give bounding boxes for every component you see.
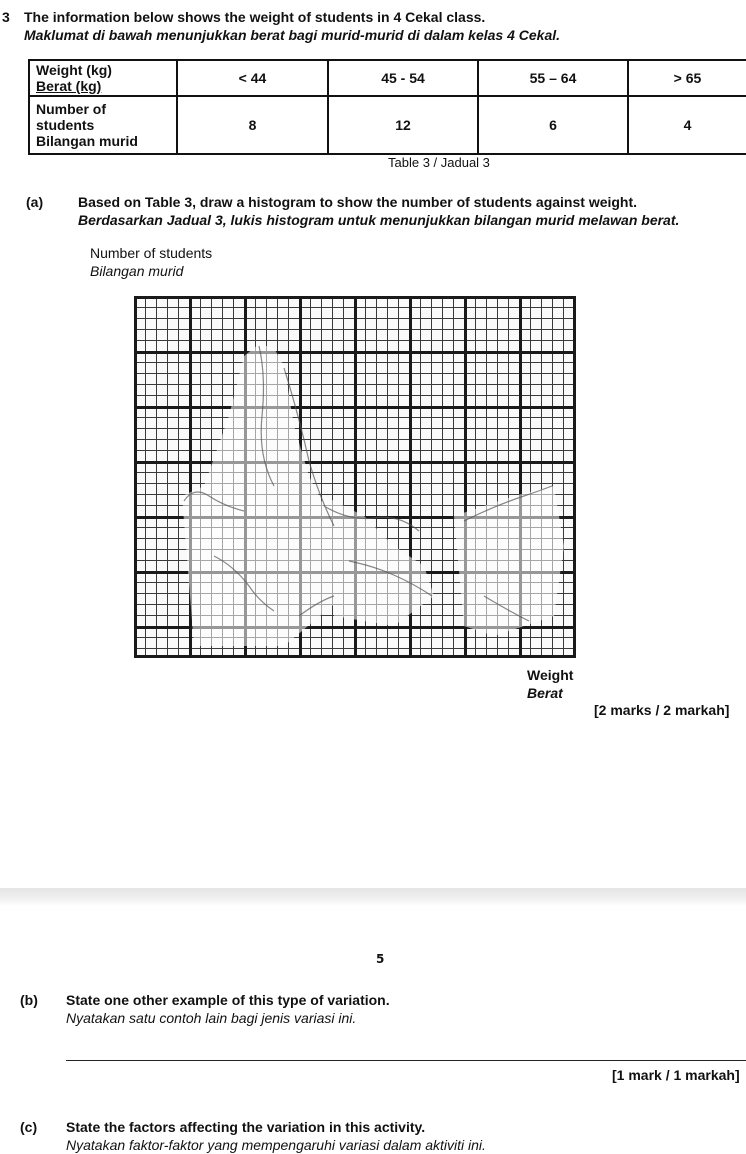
table-header-students-en-2: students [36, 117, 95, 133]
table-cell-category: < 44 [177, 60, 328, 96]
table-row-students [29, 96, 746, 154]
table-header-students-ms: Bilangan murid [36, 133, 138, 149]
part-a-label: (a) [26, 194, 44, 210]
part-a-marks: [2 marks / 2 markah] [594, 702, 730, 718]
part-b-text-ms: Nyatakan satu contoh lain bagi jenis variasi ini. [66, 1010, 357, 1026]
table-header-students [29, 96, 177, 154]
part-b-label: (b) [20, 992, 38, 1008]
erased-histogram-marks [134, 296, 576, 658]
question-intro-ms: Maklumat di bawah menunjukkan berat bagi murid-murid di dalam kelas 4 Cekal. [24, 27, 561, 43]
table-header-weight-en: Weight (kg) [36, 62, 112, 78]
table-cell-category: > 65 [628, 60, 746, 96]
table-cell-count: 8 [177, 96, 328, 154]
page-divider [0, 888, 746, 906]
part-b-text-en: State one other example of this type of variation. [66, 992, 390, 1008]
part-a-text-en: Based on Table 3, draw a histogram to show the number of students against weight. [78, 194, 638, 210]
part-b-marks: [1 mark / 1 markah] [612, 1067, 740, 1083]
table-row-weight [29, 60, 746, 96]
weight-table [28, 59, 746, 155]
table-cell-count: 12 [328, 96, 478, 154]
y-axis-label-en: Number of students [90, 245, 213, 261]
table-cell-count: 4 [628, 96, 746, 154]
table-cell-count: 6 [478, 96, 628, 154]
part-c-label: (c) [20, 1119, 38, 1135]
part-a-text-ms: Berdasarkan Jadual 3, lukis histogram untuk menunjukkan bilangan murid melawan berat. [78, 212, 680, 228]
table-header-weight [29, 60, 177, 96]
y-axis-label-ms: Bilangan murid [90, 263, 184, 279]
x-axis-label-ms: Berat [527, 685, 563, 701]
part-c-text-en: State the factors affecting the variation in this activity. [66, 1119, 426, 1135]
part-c-text-ms: Nyatakan faktor-faktor yang mempengaruhi variasi dalam aktiviti ini. [66, 1137, 486, 1153]
question-intro-en: The information below shows the weight of students in 4 Cekal class. [24, 9, 486, 25]
table-header-students-en-1: Number of [36, 101, 106, 117]
graph-paper[interactable] [134, 296, 576, 658]
question-number: 3 [2, 9, 10, 25]
x-axis-label-en: Weight [527, 667, 574, 683]
page-number: 5 [376, 952, 385, 966]
table-header-weight-ms: Berat (kg) [36, 78, 102, 94]
table-cell-category: 45 - 54 [328, 60, 478, 96]
part-b-answer-line[interactable] [66, 1060, 746, 1061]
table-caption: Table 3 / Jadual 3 [388, 155, 490, 170]
table-cell-category: 55 – 64 [478, 60, 628, 96]
